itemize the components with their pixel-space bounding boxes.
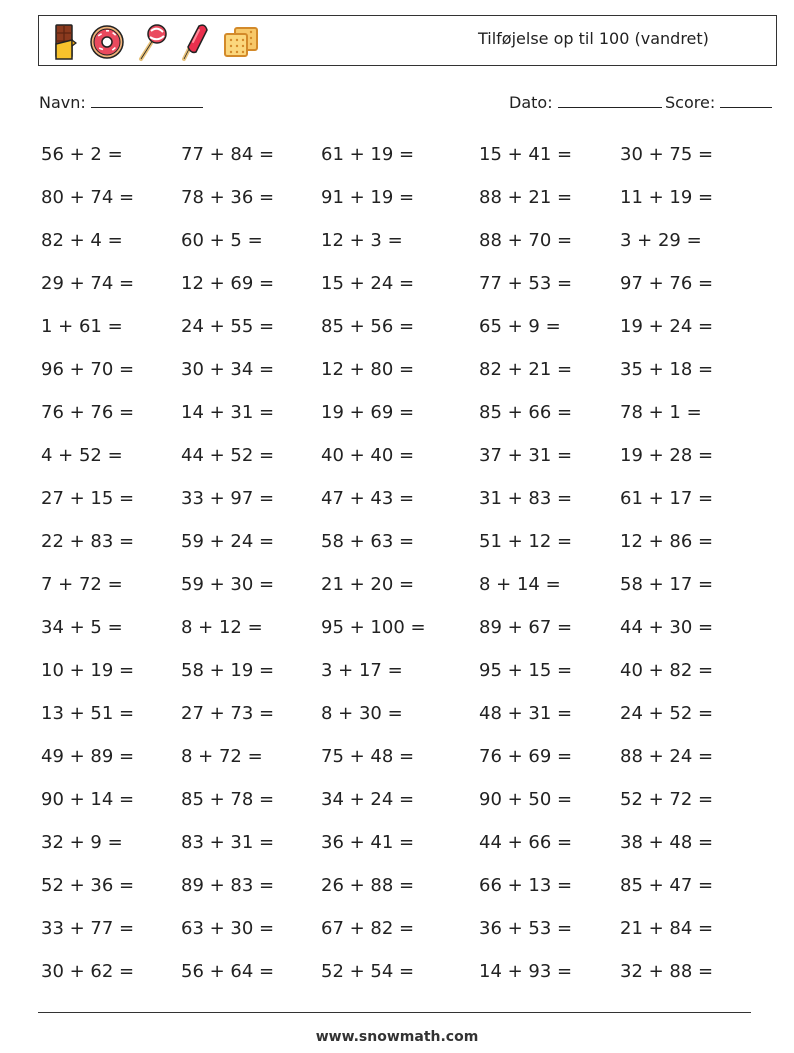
date-label: Dato: bbox=[509, 93, 553, 112]
problem-item: 78 + 36 = bbox=[181, 187, 275, 208]
problem-item: 3 + 17 = bbox=[321, 660, 403, 681]
problem-item: 85 + 47 = bbox=[620, 875, 714, 896]
problem-item: 58 + 63 = bbox=[321, 531, 415, 552]
problem-item: 44 + 30 = bbox=[620, 617, 714, 638]
header-icons bbox=[51, 22, 261, 62]
problem-item: 32 + 88 = bbox=[620, 961, 714, 982]
problem-item: 91 + 19 = bbox=[321, 187, 415, 208]
problem-item: 97 + 76 = bbox=[620, 273, 714, 294]
problem-item: 47 + 43 = bbox=[321, 488, 415, 509]
problem-item: 38 + 48 = bbox=[620, 832, 714, 853]
problem-item: 89 + 83 = bbox=[181, 875, 275, 896]
problem-item: 31 + 83 = bbox=[479, 488, 573, 509]
problem-item: 75 + 48 = bbox=[321, 746, 415, 767]
problem-item: 83 + 31 = bbox=[181, 832, 275, 853]
problem-item: 90 + 14 = bbox=[41, 789, 135, 810]
problem-item: 34 + 5 = bbox=[41, 617, 123, 638]
problem-item: 15 + 41 = bbox=[479, 144, 573, 165]
problem-item: 35 + 18 = bbox=[620, 359, 714, 380]
problem-item: 82 + 4 = bbox=[41, 230, 123, 251]
problem-item: 77 + 84 = bbox=[181, 144, 275, 165]
problem-item: 1 + 61 = bbox=[41, 316, 123, 337]
problem-item: 76 + 76 = bbox=[41, 402, 135, 423]
problem-item: 21 + 20 = bbox=[321, 574, 415, 595]
popsicle-icon bbox=[179, 22, 213, 62]
problem-item: 95 + 100 = bbox=[321, 617, 426, 638]
problem-item: 56 + 64 = bbox=[181, 961, 275, 982]
problem-item: 7 + 72 = bbox=[41, 574, 123, 595]
score-label: Score: bbox=[665, 93, 716, 112]
problem-item: 21 + 84 = bbox=[620, 918, 714, 939]
problem-item: 48 + 31 = bbox=[479, 703, 573, 724]
problem-item: 66 + 13 = bbox=[479, 875, 573, 896]
problem-item: 67 + 82 = bbox=[321, 918, 415, 939]
problem-item: 40 + 82 = bbox=[620, 660, 714, 681]
problem-item: 80 + 74 = bbox=[41, 187, 135, 208]
problem-item: 36 + 41 = bbox=[321, 832, 415, 853]
score-field bbox=[665, 93, 772, 112]
problem-item: 12 + 80 = bbox=[321, 359, 415, 380]
problem-item: 8 + 72 = bbox=[181, 746, 263, 767]
problem-item: 78 + 1 = bbox=[620, 402, 702, 423]
problem-item: 85 + 66 = bbox=[479, 402, 573, 423]
problem-item: 90 + 50 = bbox=[479, 789, 573, 810]
problem-item: 56 + 2 = bbox=[41, 144, 123, 165]
problem-item: 85 + 56 = bbox=[321, 316, 415, 337]
problem-item: 76 + 69 = bbox=[479, 746, 573, 767]
cracker-icon bbox=[221, 22, 261, 62]
problem-item: 8 + 14 = bbox=[479, 574, 561, 595]
problem-item: 27 + 73 = bbox=[181, 703, 275, 724]
problem-item: 95 + 15 = bbox=[479, 660, 573, 681]
problem-item: 63 + 30 = bbox=[181, 918, 275, 939]
problem-item: 11 + 19 = bbox=[620, 187, 714, 208]
problem-item: 26 + 88 = bbox=[321, 875, 415, 896]
problem-item: 14 + 31 = bbox=[181, 402, 275, 423]
chocolate-bar-icon bbox=[51, 22, 79, 62]
problem-item: 58 + 17 = bbox=[620, 574, 714, 595]
problem-item: 10 + 19 = bbox=[41, 660, 135, 681]
footer-url: www.snowmath.com bbox=[315, 1029, 479, 1045]
problem-item: 33 + 97 = bbox=[181, 488, 275, 509]
problem-item: 36 + 53 = bbox=[479, 918, 573, 939]
problem-item: 12 + 69 = bbox=[181, 273, 275, 294]
problem-item: 49 + 89 = bbox=[41, 746, 135, 767]
problem-item: 22 + 83 = bbox=[41, 531, 135, 552]
problem-item: 59 + 24 = bbox=[181, 531, 275, 552]
problem-item: 19 + 24 = bbox=[620, 316, 714, 337]
problem-item: 32 + 9 = bbox=[41, 832, 123, 853]
problem-item: 30 + 62 = bbox=[41, 961, 135, 982]
worksheet-header bbox=[38, 15, 777, 66]
problem-item: 88 + 24 = bbox=[620, 746, 714, 767]
problem-item: 82 + 21 = bbox=[479, 359, 573, 380]
problem-item: 44 + 66 = bbox=[479, 832, 573, 853]
name-label: Navn: bbox=[39, 93, 86, 112]
problem-item: 85 + 78 = bbox=[181, 789, 275, 810]
problem-item: 29 + 74 = bbox=[41, 273, 135, 294]
problem-item: 13 + 51 = bbox=[41, 703, 135, 724]
problem-item: 61 + 17 = bbox=[620, 488, 714, 509]
problem-item: 52 + 72 = bbox=[620, 789, 714, 810]
problem-item: 24 + 55 = bbox=[181, 316, 275, 337]
problem-item: 24 + 52 = bbox=[620, 703, 714, 724]
problem-item: 51 + 12 = bbox=[479, 531, 573, 552]
date-field bbox=[509, 93, 662, 112]
problem-item: 52 + 36 = bbox=[41, 875, 135, 896]
problem-item: 65 + 9 = bbox=[479, 316, 561, 337]
problem-item: 8 + 12 = bbox=[181, 617, 263, 638]
footer-divider bbox=[38, 1012, 751, 1013]
problem-item: 12 + 86 = bbox=[620, 531, 714, 552]
problem-item: 89 + 67 = bbox=[479, 617, 573, 638]
name-field bbox=[39, 93, 203, 112]
problem-item: 58 + 19 = bbox=[181, 660, 275, 681]
problem-item: 88 + 70 = bbox=[479, 230, 573, 251]
date-line[interactable] bbox=[558, 93, 662, 108]
problem-item: 34 + 24 = bbox=[321, 789, 415, 810]
problem-item: 15 + 24 = bbox=[321, 273, 415, 294]
problem-item: 40 + 40 = bbox=[321, 445, 415, 466]
problem-item: 19 + 69 = bbox=[321, 402, 415, 423]
problem-item: 3 + 29 = bbox=[620, 230, 702, 251]
problem-item: 77 + 53 = bbox=[479, 273, 573, 294]
worksheet-title: Tilføjelse op til 100 (vandret) bbox=[478, 29, 709, 48]
problem-item: 59 + 30 = bbox=[181, 574, 275, 595]
score-line[interactable] bbox=[720, 93, 772, 108]
problem-item: 27 + 15 = bbox=[41, 488, 135, 509]
problem-item: 4 + 52 = bbox=[41, 445, 123, 466]
problem-item: 96 + 70 = bbox=[41, 359, 135, 380]
problem-item: 44 + 52 = bbox=[181, 445, 275, 466]
name-line[interactable] bbox=[91, 93, 203, 108]
problem-item: 14 + 93 = bbox=[479, 961, 573, 982]
problem-item: 33 + 77 = bbox=[41, 918, 135, 939]
problem-item: 30 + 75 = bbox=[620, 144, 714, 165]
problem-item: 52 + 54 = bbox=[321, 961, 415, 982]
donut-icon bbox=[87, 22, 127, 62]
problem-item: 60 + 5 = bbox=[181, 230, 263, 251]
problem-item: 30 + 34 = bbox=[181, 359, 275, 380]
problem-item: 37 + 31 = bbox=[479, 445, 573, 466]
problem-item: 19 + 28 = bbox=[620, 445, 714, 466]
problem-item: 88 + 21 = bbox=[479, 187, 573, 208]
problem-item: 8 + 30 = bbox=[321, 703, 403, 724]
problem-item: 61 + 19 = bbox=[321, 144, 415, 165]
problem-item: 12 + 3 = bbox=[321, 230, 403, 251]
lollipop-icon bbox=[135, 22, 171, 62]
